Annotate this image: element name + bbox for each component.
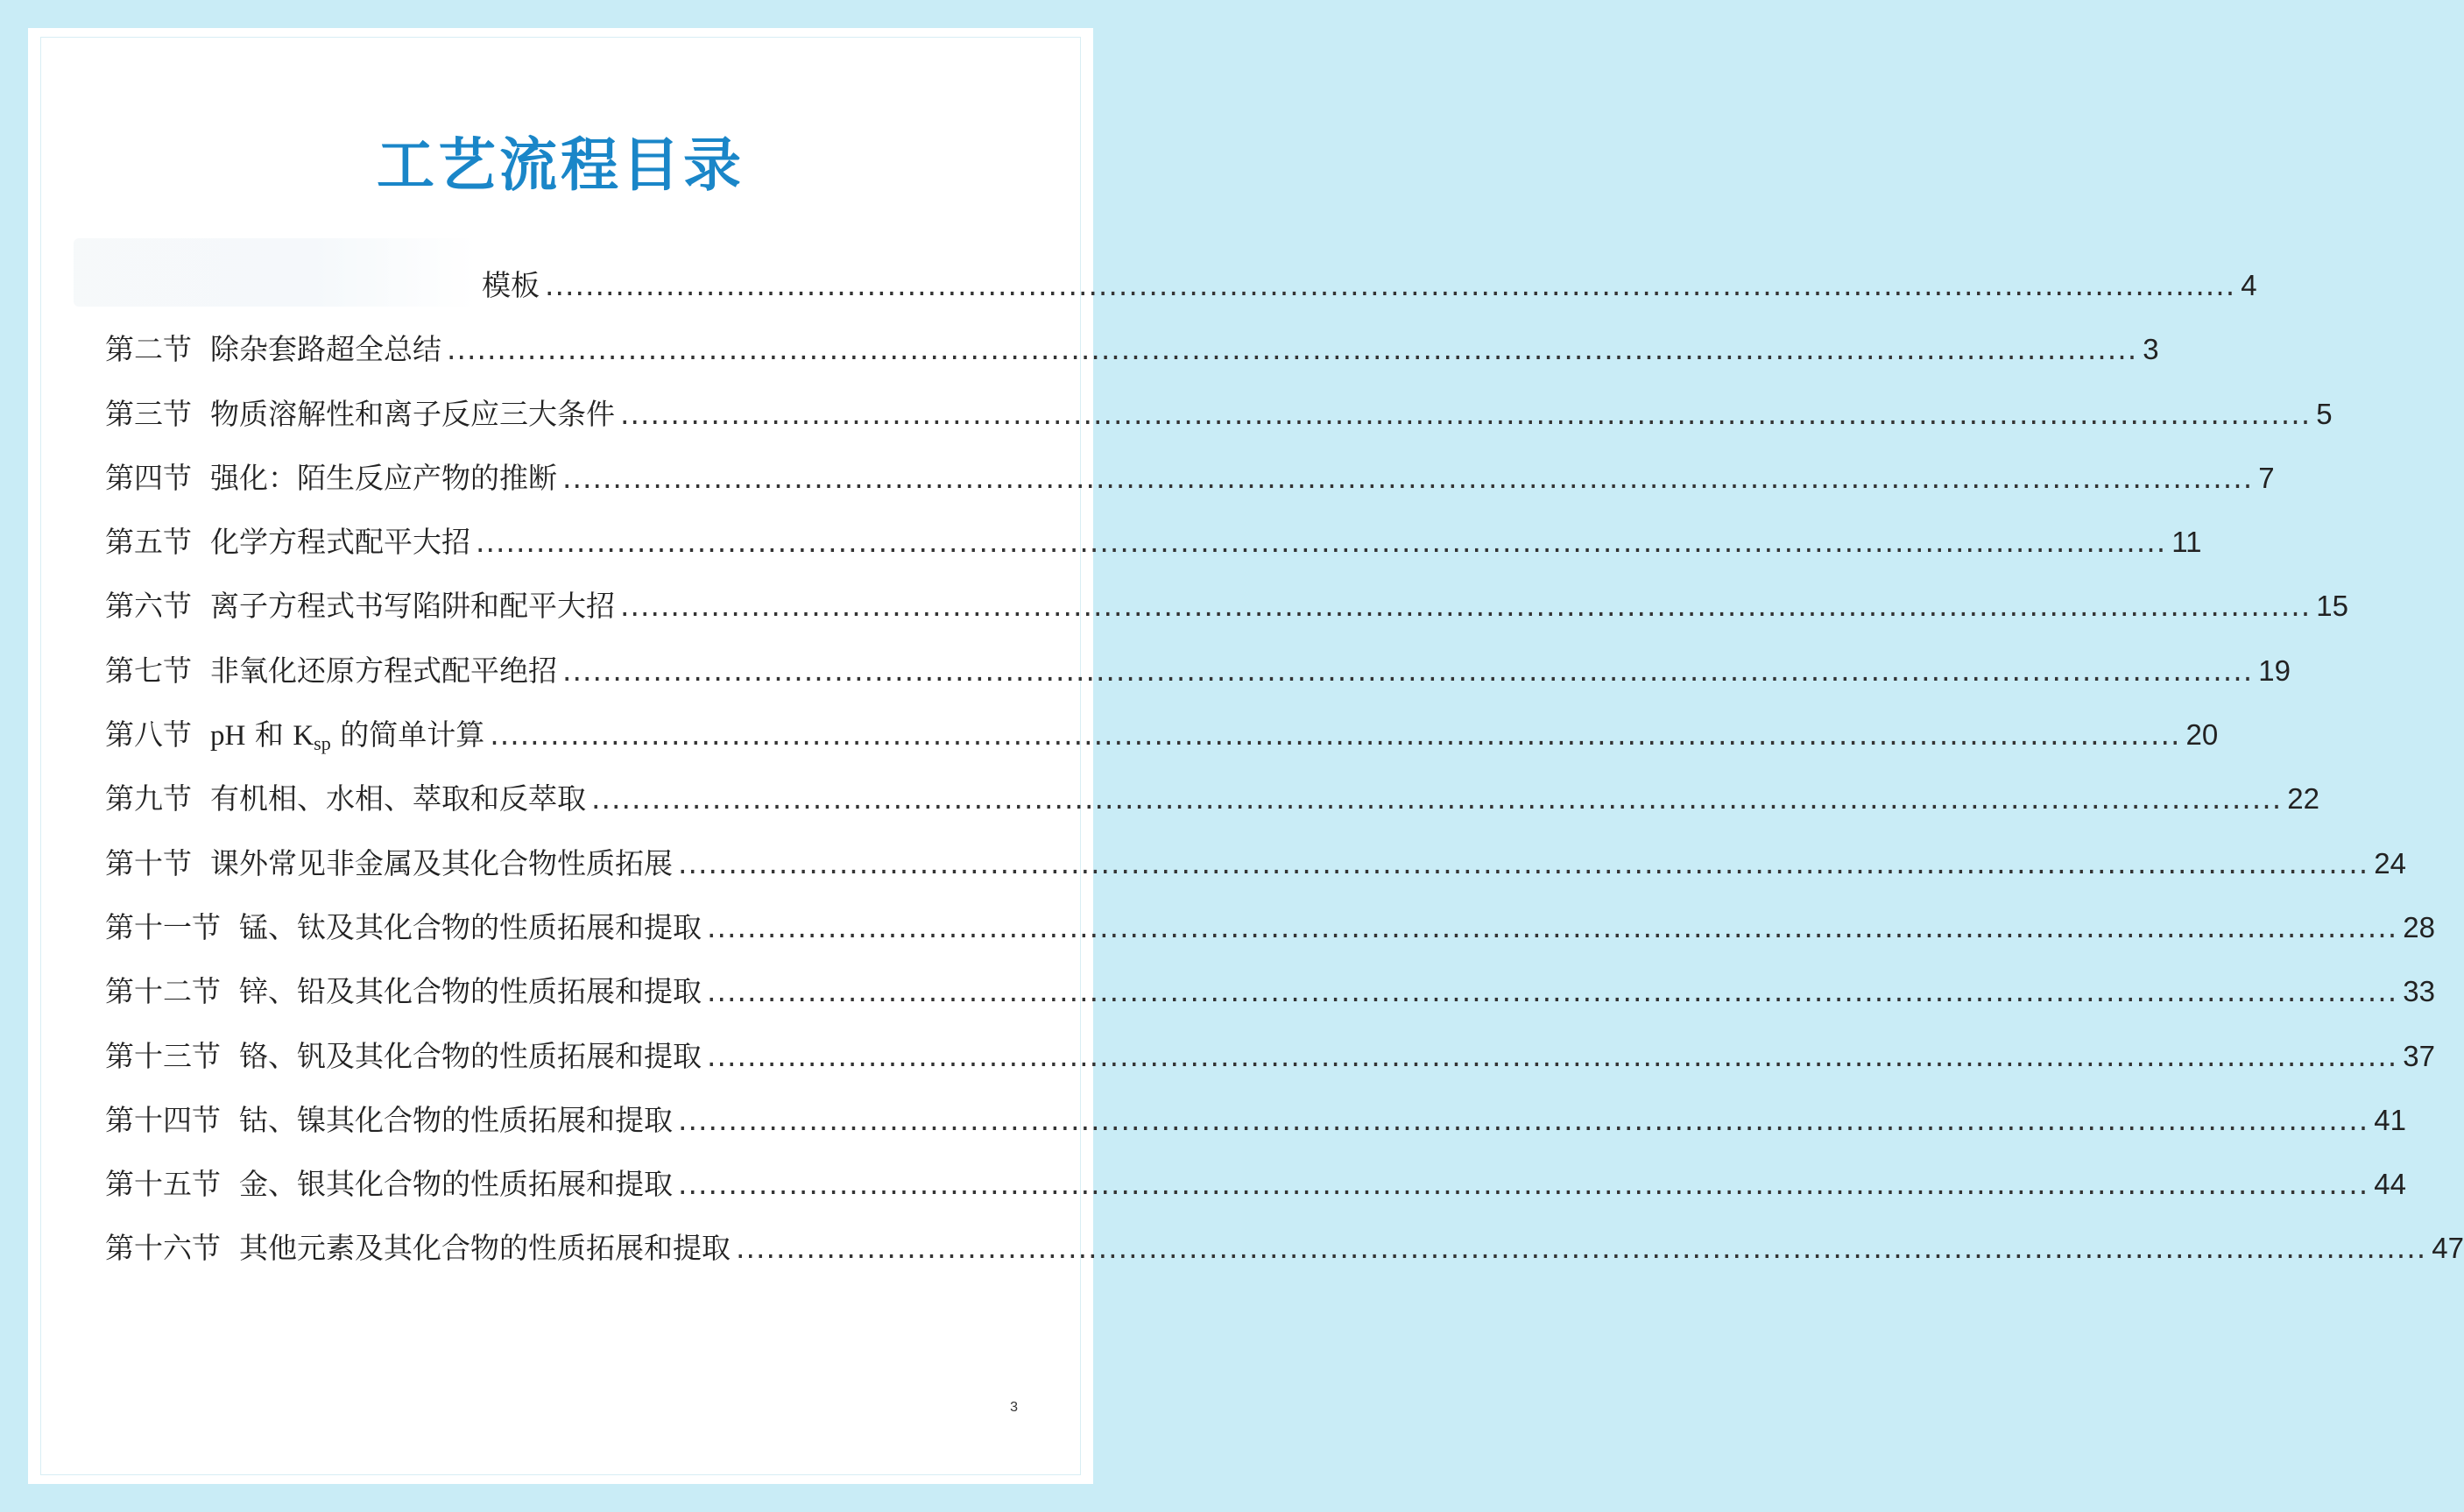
toc-page-number: 47 xyxy=(2432,1232,2464,1265)
toc-row[interactable] xyxy=(105,712,2219,776)
toc-leader: ........................................................................................................................................................................ xyxy=(475,525,2167,560)
toc-page-number: 19 xyxy=(2258,654,2291,687)
toc-label xyxy=(105,712,484,755)
toc-page-number: 41 xyxy=(2374,1103,2406,1136)
toc-page-number: 24 xyxy=(2374,846,2406,880)
toc-label-suffix: 的简单计算 xyxy=(330,717,485,752)
toc-page-number: 3 xyxy=(2143,333,2159,366)
toc-leader: ........................................................................................................................................................................ xyxy=(619,589,2312,624)
toc-label-prefix: 第八节 xyxy=(105,717,210,752)
toc-row[interactable] xyxy=(105,905,2435,969)
toc-row[interactable] xyxy=(105,841,2406,905)
toc-leader: ........................................................................................................................................................................ xyxy=(706,909,2398,944)
toc-page-number: 44 xyxy=(2374,1168,2406,1201)
toc-label: 第十六节 其他元素及其化合物的性质拓展和提取 xyxy=(105,1231,731,1266)
toc-label: 第十三节 铬、钒及其化合物的性质拓展和提取 xyxy=(105,1038,702,1073)
toc-leader: ........................................................................................................................................................................ xyxy=(561,460,2254,495)
toc-label: 第九节 有机相、水相、萃取和反萃取 xyxy=(105,781,586,816)
toc-label: 第七节 非氧化还原方程式配平绝招 xyxy=(105,653,557,688)
toc-page-number: 22 xyxy=(2287,782,2319,816)
toc-page-number: 15 xyxy=(2316,590,2348,623)
toc-page-number: 20 xyxy=(2185,718,2219,752)
toc-row[interactable] xyxy=(105,1034,2435,1098)
toc-page-number: 28 xyxy=(2403,910,2435,943)
toc-row[interactable] xyxy=(105,969,2435,1033)
toc-leader: ........................................................................................................................................................................ xyxy=(561,653,2254,688)
toc-row[interactable] xyxy=(105,583,2348,647)
toc-label-ph: pH xyxy=(209,720,246,752)
toc-page-number: 7 xyxy=(2258,461,2275,494)
toc-leader: ........................................................................................................................................................................ xyxy=(619,396,2312,431)
toc-row[interactable] xyxy=(105,1098,2406,1162)
toc-row[interactable] xyxy=(105,519,2202,583)
toc-row[interactable] xyxy=(105,456,2275,519)
toc-row[interactable] xyxy=(105,776,2319,840)
toc-label: 第十二节 锌、铅及其化合物的性质拓展和提取 xyxy=(105,974,702,1009)
toc-label: 第十一节 锰、钛及其化合物的性质拓展和提取 xyxy=(105,909,702,944)
toc-row[interactable] xyxy=(105,392,2333,456)
table-of-contents xyxy=(105,263,2464,1290)
toc-leader: ........................................................................................................................................................................ xyxy=(490,717,2181,752)
toc-label: 模板 xyxy=(482,268,540,302)
toc-label-subscript: sp xyxy=(314,732,331,755)
toc-leader: ........................................................................................................................................................................ xyxy=(677,845,2369,880)
toc-row[interactable] xyxy=(105,648,2291,712)
page-title: 工艺流程目录 xyxy=(377,131,745,199)
toc-leader: ........................................................................................................................................................................ xyxy=(446,332,2138,367)
toc-label: 第三节 物质溶解性和离子反应三大条件 xyxy=(105,396,615,431)
toc-row[interactable] xyxy=(105,263,2257,327)
toc-label: 第十五节 金、银其化合物的性质拓展和提取 xyxy=(105,1167,673,1202)
document-page xyxy=(28,28,2464,1484)
toc-label: 第十节 课外常见非金属及其化合物性质拓展 xyxy=(105,845,673,880)
footer-page-number: 3 xyxy=(1010,1400,1018,1415)
toc-leader: ........................................................................................................................................................................ xyxy=(735,1231,2427,1266)
toc-leader: ........................................................................................................................................................................ xyxy=(677,1167,2369,1202)
toc-label: 第四节 强化：陌生反应产物的推断 xyxy=(105,460,557,495)
toc-label: 第五节 化学方程式配平大招 xyxy=(105,525,470,560)
toc-page-number: 5 xyxy=(2316,397,2333,430)
toc-leader: ........................................................................................................................................................................ xyxy=(677,1102,2369,1137)
toc-page-number: 4 xyxy=(2241,269,2257,301)
toc-label: 第六节 离子方程式书写陷阱和配平大招 xyxy=(105,589,615,624)
toc-page-number: 33 xyxy=(2403,975,2435,1008)
toc-row[interactable] xyxy=(105,327,2159,391)
toc-leader: ........................................................................................................................................................................ xyxy=(706,1038,2398,1073)
toc-page-number: 11 xyxy=(2171,526,2202,559)
toc-page-number: 37 xyxy=(2403,1039,2435,1072)
toc-label: 第二节 除杂套路超全总结 xyxy=(105,332,441,367)
toc-label-k: K xyxy=(293,720,314,752)
toc-label: 第十四节 钴、镍其化合物的性质拓展和提取 xyxy=(105,1102,673,1137)
toc-leader: ........................................................................................................................................................................ xyxy=(706,974,2398,1009)
toc-leader: ........................................................................................................................................................................ xyxy=(590,781,2283,816)
toc-row[interactable] xyxy=(105,1226,2464,1289)
toc-row[interactable] xyxy=(105,1162,2406,1226)
toc-leader: ........................................................................................................................................................................ xyxy=(545,268,2236,302)
toc-label-mid: 和 xyxy=(245,717,293,752)
